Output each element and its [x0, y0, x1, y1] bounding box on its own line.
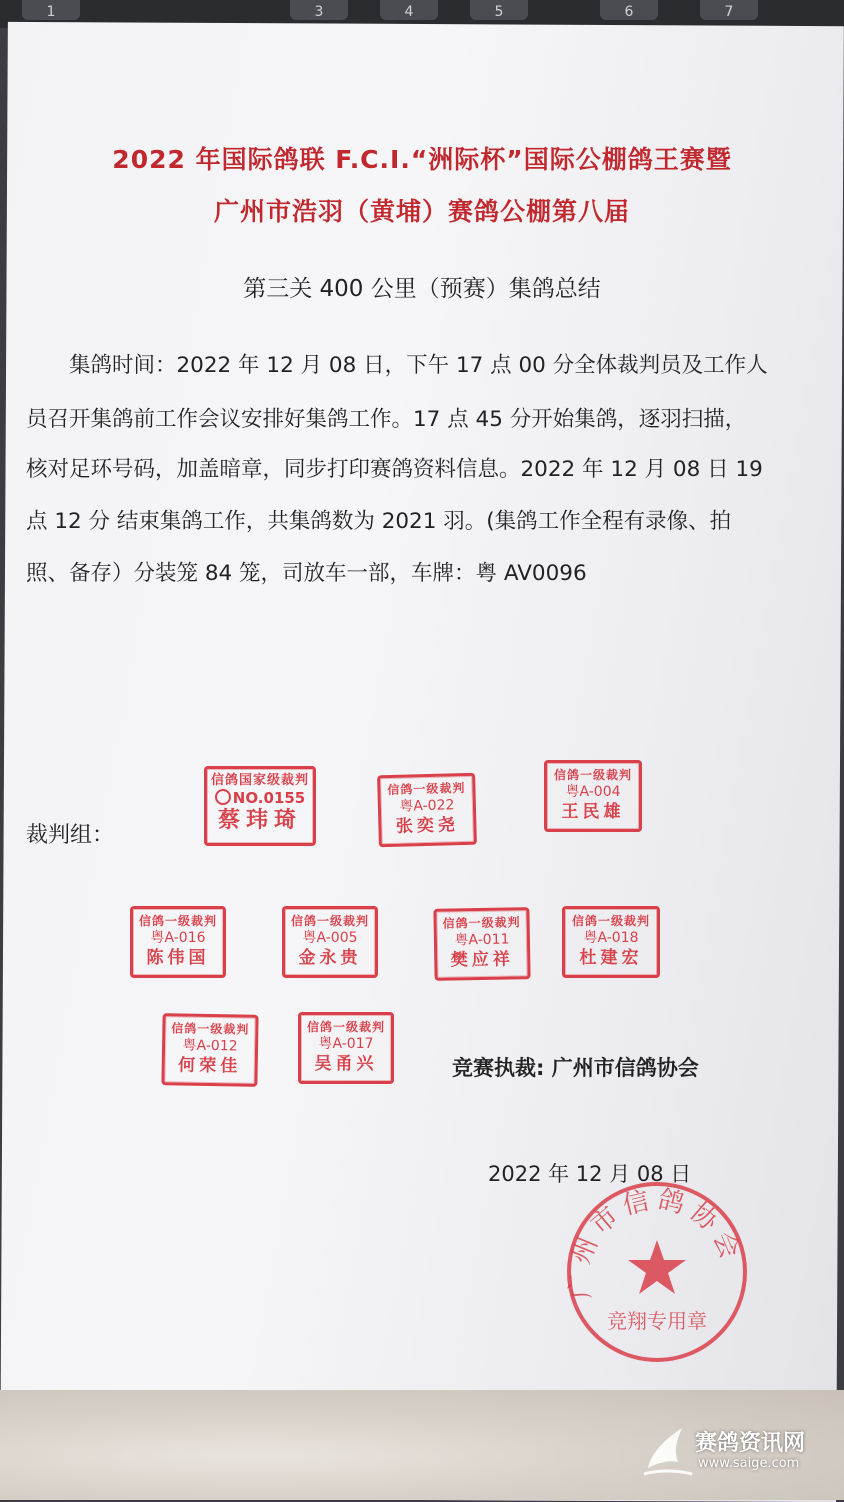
- watermark-url: www.saige.com: [698, 1456, 800, 1471]
- svg-text:广州市信鸽协会: [565, 1185, 747, 1301]
- judges-label: 裁判组：: [26, 823, 115, 848]
- key: 7: [700, 0, 758, 20]
- stamp-rank: 信鸽一级裁判: [553, 768, 632, 782]
- stamp-code: 粤A-017: [318, 1036, 374, 1052]
- stamp-code: 粤A-016: [150, 930, 206, 946]
- stamp-name: 张奕尧: [395, 815, 460, 837]
- judge-stamp: [298, 1012, 394, 1084]
- judge-stamp: [544, 760, 642, 832]
- star-icon: [628, 1240, 686, 1294]
- stamp-rank: 信鸽一级裁判: [138, 914, 217, 928]
- judge-stamp: [433, 907, 530, 981]
- stamp-code: 粤A-022: [399, 797, 455, 815]
- stamp-rank: 信鸽一级裁判: [387, 780, 466, 798]
- organizer-line: 竞赛执裁: 广州市信鸽协会: [452, 1056, 699, 1080]
- key: 4: [380, 0, 438, 20]
- stamp-name: 王民雄: [561, 802, 625, 822]
- seal-bottom-text: 竞翔专用章: [607, 1309, 707, 1333]
- stamp-rank: 信鸽一级裁判: [171, 1021, 250, 1037]
- stamp-rank: 信鸽国家级裁判: [210, 773, 309, 788]
- stamp-code: 粤A-004: [565, 784, 621, 800]
- judge-stamp: [204, 766, 316, 846]
- key: 3: [290, 0, 348, 20]
- watermark-name: 赛鸽资讯网: [695, 1431, 806, 1456]
- paragraph-line: 集鸽时间：2022 年 12 月 08 日，下午 17 点 00 分全体裁判员及工作人: [26, 353, 768, 378]
- judge-stamp: [562, 906, 660, 978]
- stamp-name: 杜建宏: [579, 948, 643, 968]
- judge-stamp: [161, 1013, 258, 1087]
- judge-stamp: [282, 906, 378, 978]
- judge-stamp: [377, 773, 477, 848]
- association-seal: [562, 1178, 752, 1366]
- paragraph-line: 核对足环号码，加盖暗章，同步打印赛鸽资料信息。2022 年 12 月 08 日 19: [26, 457, 763, 482]
- key: 1: [22, 0, 80, 20]
- paragraph-line: 点 12 分 结束集鸽工作，共集鸽数为 2021 羽。(集鸽工作全程有录像、拍: [26, 509, 732, 534]
- document-title-line-1: 2022 年国际鸽联 F.C.I.“洲际杯”国际公棚鸽王赛暨: [112, 145, 732, 174]
- stamp-rank: 信鸽一级裁判: [442, 915, 521, 931]
- stamp-code: 粤A-005: [302, 930, 358, 946]
- stamp-code: 粤A-012: [182, 1037, 238, 1055]
- stamp-name: 吴甬兴: [314, 1054, 378, 1074]
- stamp-name: 蔡玮琦: [217, 808, 302, 833]
- document-subtitle: 第三关 400 公里（预赛）集鸽总结: [243, 276, 601, 302]
- pigeon-logo-icon: [642, 1422, 694, 1482]
- key: 6: [600, 0, 658, 20]
- document-title-line-2: 广州市浩羽（黄埔）赛鸽公棚第八届: [213, 197, 630, 226]
- stamp-name: 何荣佳: [178, 1055, 242, 1077]
- judge-stamp: [130, 906, 226, 978]
- stamp-code: 粤A-011: [454, 931, 510, 949]
- paragraph-line: 员召开集鸽前工作会议安排好集鸽工作。17 点 45 分开始集鸽，逐羽扫描，: [26, 407, 747, 432]
- stamp-rank: 信鸽一级裁判: [306, 1020, 385, 1034]
- stamp-rank: 信鸽一级裁判: [571, 914, 650, 928]
- document-date: 2022 年 12 月 08 日: [488, 1162, 692, 1186]
- paragraph-line: 照、备存）分装笼 84 笼，司放车一部，车牌：粤 AV0096: [26, 561, 587, 586]
- stamp-code: NO.0155: [232, 789, 306, 807]
- stamp-rank: 信鸽一级裁判: [290, 914, 369, 928]
- stamp-code: 粤A-018: [583, 930, 639, 946]
- stamp-name: 陈伟国: [146, 948, 210, 968]
- site-watermark: [640, 1418, 840, 1488]
- stamp-name: 樊应祥: [450, 949, 514, 971]
- key: 5: [470, 0, 528, 20]
- circle-icon: [215, 789, 231, 805]
- stamp-name: 金永贵: [298, 948, 362, 968]
- seal-ring-text: 广州市信鸽协会: [564, 1184, 747, 1301]
